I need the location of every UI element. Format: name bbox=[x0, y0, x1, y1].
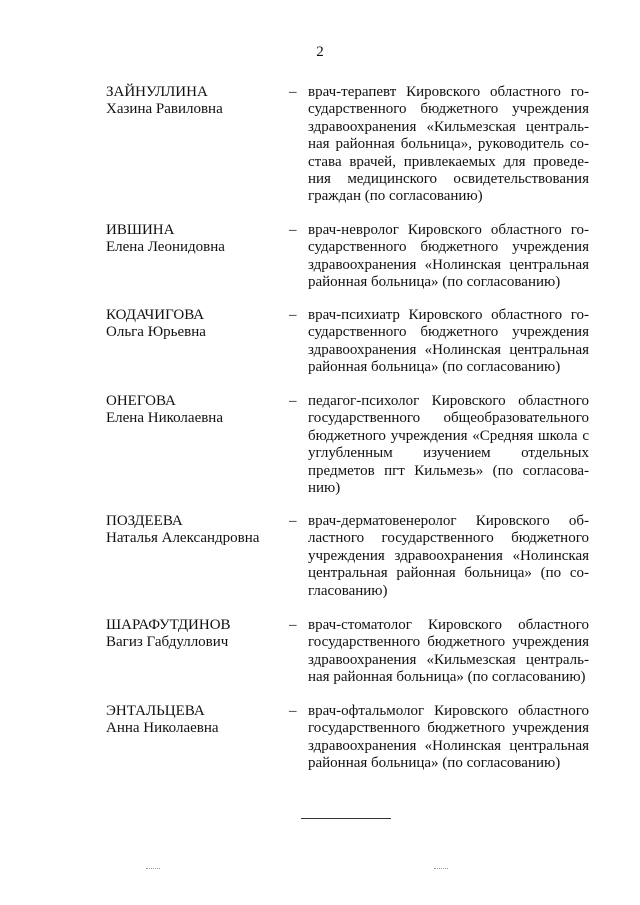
member-surname: ПОЗДЕЕВА bbox=[106, 513, 183, 529]
member-surname: ОНЕГОВА bbox=[106, 393, 176, 409]
member-surname: ЗАЙНУЛЛИНА bbox=[106, 84, 208, 100]
end-of-list-rule bbox=[301, 818, 391, 819]
member-dash: – bbox=[289, 222, 297, 238]
member-dash: – bbox=[289, 617, 297, 633]
member-dash: – bbox=[289, 703, 297, 719]
scan-artifact-mark bbox=[434, 868, 448, 869]
member-dash: – bbox=[289, 84, 297, 100]
member-role: врач-дерматовенеролог Кировского областного государственного бюджетного учреждения здравоохранения «Нолинская центральная районная больница» (по согласованию) bbox=[308, 513, 589, 599]
member-name bbox=[106, 84, 286, 118]
member-role: врач-терапевт Кировского областного государственного бюджетного учреждения здравоохранения «Кильмезская центральная районная больница», руководитель состава врачей, привлекаемых для проведения медицинского освидетельствования граждан (по согласованию) bbox=[308, 84, 589, 205]
member-name bbox=[106, 307, 286, 341]
page-number: 2 bbox=[316, 44, 324, 60]
member-role: врач-офтальмолог Кировского областного государственного бюджетного учреждения здравоохранения «Нолинская центральная районная больница» (по согласованию) bbox=[308, 703, 589, 772]
member-given-names: Хазина Равиловна bbox=[106, 101, 223, 117]
member-name bbox=[106, 513, 286, 547]
member-name bbox=[106, 222, 286, 256]
member-dash: – bbox=[289, 307, 297, 323]
member-given-names: Ольга Юрьевна bbox=[106, 324, 206, 340]
member-given-names: Анна Николаевна bbox=[106, 720, 219, 736]
member-given-names: Елена Николаевна bbox=[106, 410, 223, 426]
member-surname: ИВШИНА bbox=[106, 222, 175, 238]
member-role: врач-невролог Кировского областного государственного бюджетного учреждения здравоохранения «Нолинская центральная районная больница» (по согласованию) bbox=[308, 222, 589, 291]
member-given-names: Наталья Александровна bbox=[106, 530, 260, 546]
member-name bbox=[106, 393, 286, 427]
member-name bbox=[106, 703, 286, 737]
member-given-names: Вагиз Габдуллович bbox=[106, 634, 229, 650]
member-dash: – bbox=[289, 513, 297, 529]
member-name bbox=[106, 617, 286, 651]
member-given-names: Елена Леонидовна bbox=[106, 239, 225, 255]
member-dash: – bbox=[289, 393, 297, 409]
member-surname: КОДАЧИГОВА bbox=[106, 307, 205, 323]
member-role: врач-стоматолог Кировского областного государственного бюджетного учреждения здравоохранения «Кильмезская центральная районная больница» (по согласованию) bbox=[308, 617, 589, 686]
scan-artifact-mark bbox=[146, 868, 160, 869]
member-surname: ШАРАФУТДИНОВ bbox=[106, 617, 231, 633]
member-role: врач-психиатр Кировского областного государственного бюджетного учреждения здравоохранения «Нолинская центральная районная больница» (по согласованию) bbox=[308, 307, 589, 376]
member-role: педагог-психолог Кировского областного государственного общеобразовательного бюджетного учреждения «Средняя школа с углубленным изучением отдельных предметов пгт Кильмезь» (по согласованию) bbox=[308, 393, 589, 497]
member-surname: ЭНТАЛЬЦЕВА bbox=[106, 703, 205, 719]
